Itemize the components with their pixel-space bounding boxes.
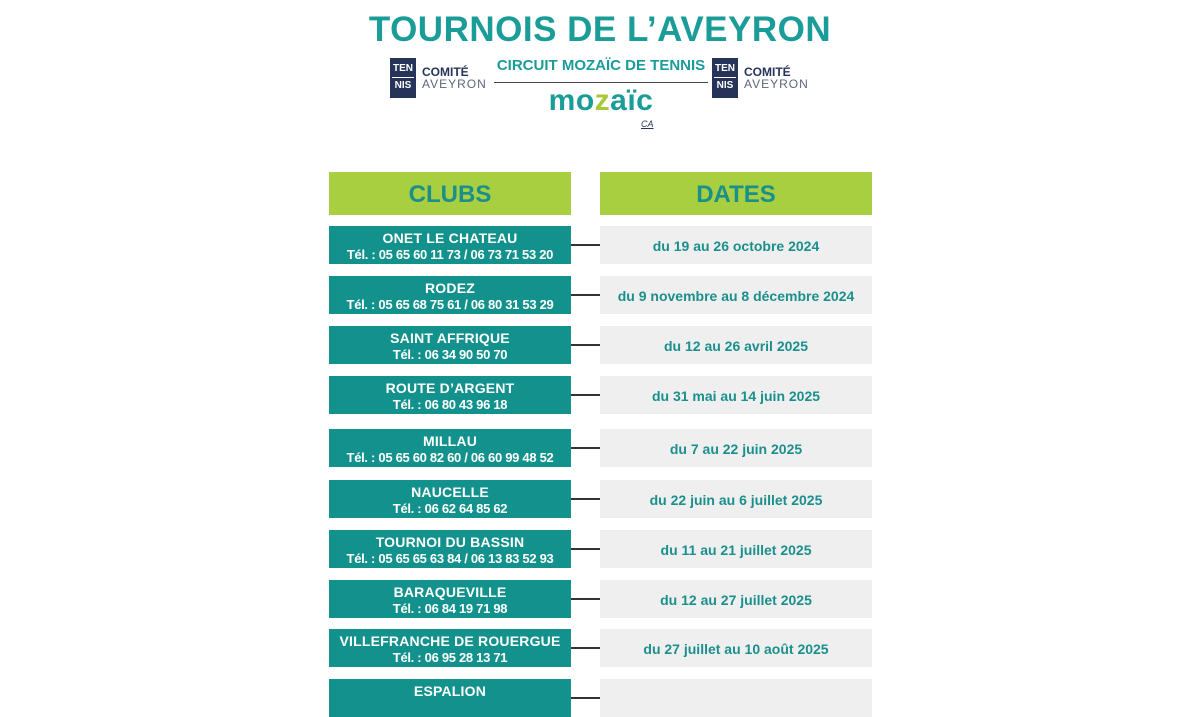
club-name: TOURNOI DU BASSIN <box>375 534 525 550</box>
comite-line1: COMITÉ <box>422 65 469 79</box>
club-cell <box>329 530 571 568</box>
date-cell: du 12 au 27 juillet 2025 <box>600 580 872 618</box>
row-connector <box>571 447 600 449</box>
club-name: ROUTE D’ARGENT <box>385 380 515 396</box>
club-phone: Tél. : 06 95 28 13 71 <box>392 650 508 665</box>
comite-line2: AVEYRON <box>744 77 809 91</box>
comite-aveyron-logo-right <box>712 58 812 102</box>
club-cell <box>329 276 571 314</box>
row-connector <box>571 294 600 296</box>
club-phone: Tél. : 05 65 68 75 61 / 06 80 31 53 29 <box>346 297 554 312</box>
club-name: VILLEFRANCHE DE ROUERGUE <box>339 633 561 649</box>
club-name: ONET LE CHATEAU <box>382 230 518 246</box>
club-cell <box>329 376 571 414</box>
divider <box>494 82 708 83</box>
mozaic-logo <box>494 84 708 118</box>
clubs-header: CLUBS <box>329 172 571 215</box>
club-cell <box>329 580 571 618</box>
club-phone: Tél. : 06 84 19 71 98 <box>392 601 508 616</box>
club-cell <box>329 226 571 264</box>
row-connector <box>571 598 600 600</box>
page-title: TOURNOIS DE L’AVEYRON <box>368 10 832 49</box>
row-connector <box>571 647 600 649</box>
row-connector <box>571 498 600 500</box>
club-phone: Tél. : 05 65 60 82 60 / 06 60 99 48 52 <box>346 450 554 465</box>
brand-part1: mo <box>548 84 595 117</box>
club-cell <box>329 679 571 717</box>
club-name: RODEZ <box>425 280 475 296</box>
date-cell: du 7 au 22 juin 2025 <box>600 429 872 467</box>
club-cell <box>329 629 571 667</box>
brand-part2: z <box>594 84 611 117</box>
club-name: MILLAU <box>422 433 478 449</box>
comite-label <box>422 66 487 90</box>
club-cell <box>329 326 571 364</box>
comite-line2: AVEYRON <box>422 77 487 91</box>
row-connector <box>571 344 600 346</box>
row-connector <box>571 548 600 550</box>
logo-mark-top: TEN <box>715 63 735 74</box>
tennis-logo-icon <box>712 58 738 98</box>
date-cell: du 12 au 26 avril 2025 <box>600 326 872 364</box>
club-cell <box>329 480 571 518</box>
club-phone: Tél. : 06 34 90 50 70 <box>392 347 508 362</box>
comite-line1: COMITÉ <box>744 65 791 79</box>
dates-header: DATES <box>600 172 872 215</box>
club-phone: Tél. : 05 65 60 11 73 / 06 73 71 53 20 <box>346 247 554 262</box>
club-name: NAUCELLE <box>411 484 489 500</box>
comite-aveyron-logo-left <box>390 58 490 102</box>
date-cell: du 27 juillet au 10 août 2025 <box>600 629 872 667</box>
row-connector <box>571 244 600 246</box>
brand-part3: aïc <box>610 84 654 117</box>
club-phone: Tél. : 06 62 64 85 62 <box>392 501 508 516</box>
club-name: SAINT AFFRIQUE <box>390 330 510 346</box>
club-phone: Tél. : 06 80 43 96 18 <box>392 397 508 412</box>
date-cell: du 22 juin au 6 juillet 2025 <box>600 480 872 518</box>
logo-mark-bottom: NIS <box>716 80 734 91</box>
credit-agricole-logo: CA <box>641 119 654 129</box>
logo-mark-top: TEN <box>393 63 413 74</box>
tennis-logo-icon <box>390 58 416 98</box>
club-phone: Tél. : 05 65 65 63 84 / 06 13 83 52 93 <box>346 551 554 566</box>
date-cell: du 9 novembre au 8 décembre 2024 <box>600 276 872 314</box>
row-connector <box>571 697 600 699</box>
circuit-title: CIRCUIT MOZAÏC DE TENNIS <box>496 57 706 74</box>
club-cell <box>329 429 571 467</box>
row-connector <box>571 394 600 396</box>
club-name: BARAQUEVILLE <box>393 584 507 600</box>
date-cell: du 11 au 21 juillet 2025 <box>600 530 872 568</box>
date-cell: du 19 au 26 octobre 2024 <box>600 226 872 264</box>
comite-label <box>744 66 809 90</box>
date-cell: du 31 mai au 14 juin 2025 <box>600 376 872 414</box>
club-name: ESPALION <box>413 683 487 699</box>
date-cell <box>600 679 872 717</box>
logo-mark-bottom: NIS <box>394 80 412 91</box>
